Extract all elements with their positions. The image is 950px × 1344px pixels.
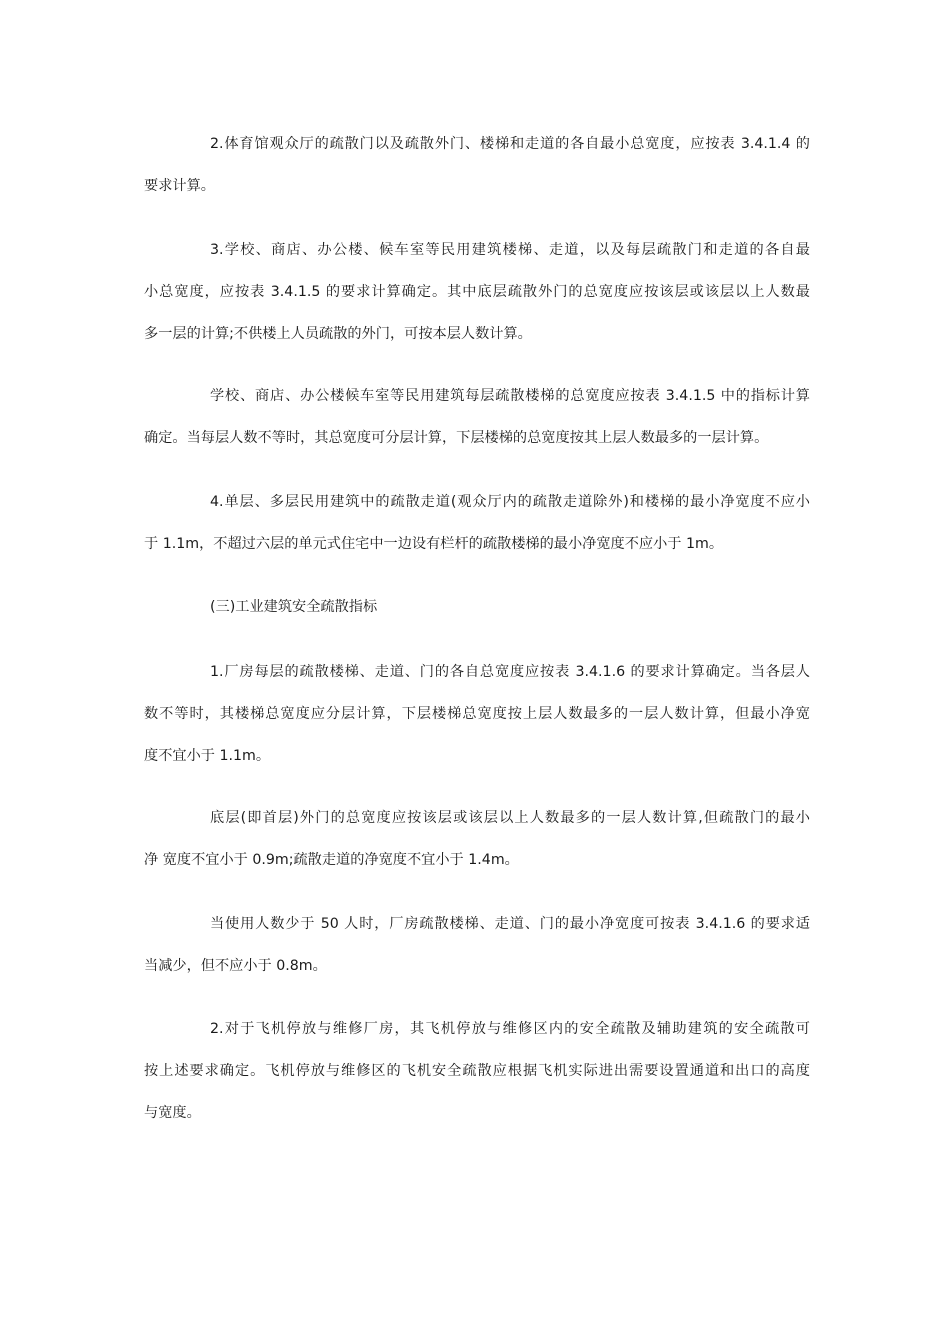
paragraph-line: 学校、商店、办公楼候车室等民用建筑每层疏散楼梯的总宽度应按表 3.4.1.5 中的指标计算	[210, 388, 810, 404]
paragraph-line: 与宽度。	[144, 1105, 201, 1121]
paragraph-line: 1.厂房每层的疏散楼梯、走道、门的各自总宽度应按表 3.4.1.6 的要求计算确定。当各层人	[210, 664, 810, 680]
paragraph-line: 数不等时，其楼梯总宽度应分层计算，下层楼梯总宽度按上层人数最多的一层人数计算，但最小净宽	[144, 706, 810, 722]
paragraph-line: 当使用人数少于 50 人时，厂房疏散楼梯、走道、门的最小净宽度可按表 3.4.1.6 的要求适	[210, 916, 810, 932]
paragraph-9	[144, 1008, 810, 1134]
paragraph-1	[144, 123, 810, 207]
section-heading	[144, 586, 810, 628]
paragraph-line: 度不宜小于 1.1m。	[144, 748, 271, 764]
paragraph-line: 于 1.1m，不超过六层的单元式住宅中一边设有栏杆的疏散楼梯的最小净宽度不应小于 1m。	[144, 536, 724, 552]
paragraph-line: 净 宽度不宜小于 0.9m;疏散走道的净宽度不宜小于 1.4m。	[144, 852, 519, 868]
paragraph-line: 小总宽度，应按表 3.4.1.5 的要求计算确定。其中底层疏散外门的总宽度应按该层或该层以上人数最	[144, 284, 810, 300]
section-heading-text: (三)工业建筑安全疏散指标	[210, 599, 378, 615]
paragraph-4	[144, 481, 810, 565]
paragraph-line: 要求计算。	[144, 178, 215, 194]
paragraph-line: 多一层的计算;不供楼上人员疏散的外门，可按本层人数计算。	[144, 326, 532, 342]
paragraph-line: 底层(即首层)外门的总宽度应按该层或该层以上人数最多的一层人数计算,但疏散门的最小	[210, 810, 810, 826]
paragraph-2	[144, 229, 810, 355]
paragraph-line: 按上述要求确定。飞机停放与维修区的飞机安全疏散应根据飞机实际进出需要设置通道和出口的高度	[144, 1063, 810, 1079]
paragraph-line: 当减少，但不应小于 0.8m。	[144, 958, 327, 974]
paragraph-line: 确定。当每层人数不等时，其总宽度可分层计算，下层楼梯的总宽度按其上层人数最多的一层计算。	[144, 430, 769, 446]
paragraph-line: 2.对于飞机停放与维修厂房，其飞机停放与维修区内的安全疏散及辅助建筑的安全疏散可	[210, 1021, 810, 1037]
paragraph-6	[144, 651, 810, 777]
paragraph-line: 2.体育馆观众厅的疏散门以及疏散外门、楼梯和走道的各自最小总宽度，应按表 3.4.1.4 的	[210, 136, 810, 152]
paragraph-8	[144, 903, 810, 987]
paragraph-line: 3.学校、商店、办公楼、候车室等民用建筑楼梯、走道，以及每层疏散门和走道的各自最	[210, 242, 810, 258]
paragraph-line: 4.单层、多层民用建筑中的疏散走道(观众厅内的疏散走道除外)和楼梯的最小净宽度不应小	[210, 494, 810, 510]
paragraph-7	[144, 797, 810, 881]
paragraph-3	[144, 375, 810, 459]
